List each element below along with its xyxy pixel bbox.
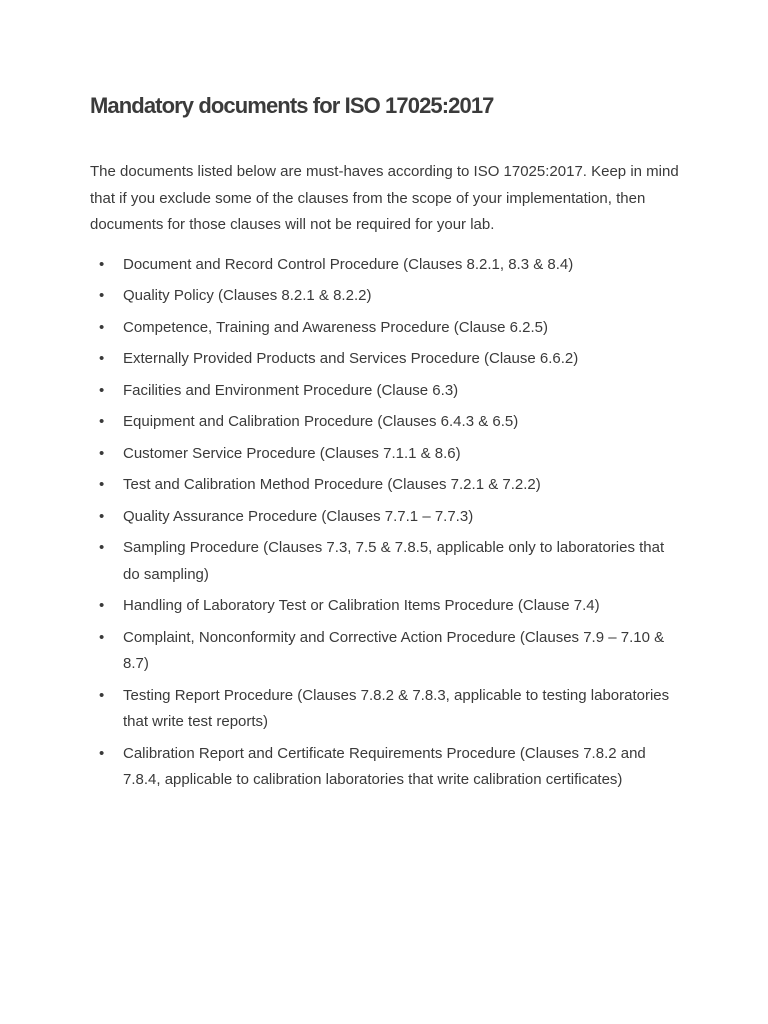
list-item	[90, 472, 680, 499]
list-item-text: Competence, Training and Awareness Procedure (Clause 6.2.5)	[123, 318, 548, 336]
bullet-icon: •	[99, 350, 105, 367]
list-item-text: Document and Record Control Procedure (Clauses 8.2.1, 8.3 & 8.4)	[123, 255, 574, 273]
list-item	[90, 683, 680, 736]
list-item-text: Facilities and Environment Procedure (Clause 6.3)	[123, 381, 459, 399]
bullet-icon: •	[99, 686, 105, 704]
list-item	[90, 441, 680, 468]
bullet-icon: •	[99, 507, 105, 525]
bullet-icon: •	[99, 444, 105, 462]
list-item-text: Externally Provided Products and Services Procedure (Clause 6.6.2)	[123, 350, 579, 367]
page-title: Mandatory documents for ISO 17025:2017	[90, 93, 494, 118]
list-item-text: Customer Service Procedure (Clauses 7.1.1 & 8.6)	[123, 444, 461, 462]
list-item	[90, 315, 680, 342]
list-item	[90, 535, 680, 588]
list-item-text: Testing Report Procedure (Clauses 7.8.2 & 7.8.3, applicable to testing laboratories that write test reports)	[123, 686, 670, 730]
bullet-icon: •	[99, 381, 105, 399]
list-item	[90, 346, 680, 373]
bullet-icon: •	[99, 476, 105, 493]
mandatory-documents-list	[90, 252, 680, 794]
list-item	[90, 283, 680, 310]
list-item-text: Test and Calibration Method Procedure (Clauses 7.2.1 & 7.2.2)	[123, 476, 541, 493]
list-item-text: Quality Assurance Procedure (Clauses 7.7.1 – 7.7.3)	[123, 507, 474, 525]
list-item	[90, 593, 680, 620]
bullet-icon: •	[99, 287, 105, 304]
list-item	[90, 378, 680, 405]
list-item-text: Equipment and Calibration Procedure (Clauses 6.4.3 & 6.5)	[123, 413, 519, 430]
bullet-icon: •	[99, 597, 105, 614]
list-item-text: Handling of Laboratory Test or Calibration Items Procedure (Clause 7.4)	[123, 597, 600, 614]
list-item	[90, 409, 680, 436]
bullet-icon: •	[99, 628, 105, 646]
list-item-text: Calibration Report and Certificate Requirements Procedure (Clauses 7.8.2 and 7.8.4, applicable to calibration laboratories that write calibration certificates)	[123, 744, 646, 788]
intro-paragraph: The documents listed below are must-haves according to ISO 17025:2017. Keep in mind that if you exclude some of the clauses from the scope of your implementation, then documents for those clauses will not be required for your lab.	[90, 163, 679, 233]
bullet-icon: •	[99, 413, 105, 430]
list-item	[90, 625, 680, 678]
list-item-text: Quality Policy (Clauses 8.2.1 & 8.2.2)	[123, 287, 372, 304]
bullet-icon: •	[99, 539, 105, 556]
list-item	[90, 504, 680, 531]
bullet-icon: •	[99, 318, 105, 336]
list-item	[90, 252, 680, 279]
list-item-text: Complaint, Nonconformity and Corrective Action Procedure (Clauses 7.9 – 7.10 & 8.7)	[123, 628, 665, 672]
bullet-icon: •	[99, 255, 105, 273]
document-page	[90, 92, 680, 799]
list-item-text: Sampling Procedure (Clauses 7.3, 7.5 & 7.8.5, applicable only to laboratories that do sampling)	[123, 539, 665, 583]
bullet-icon: •	[99, 744, 105, 762]
list-item	[90, 741, 680, 794]
